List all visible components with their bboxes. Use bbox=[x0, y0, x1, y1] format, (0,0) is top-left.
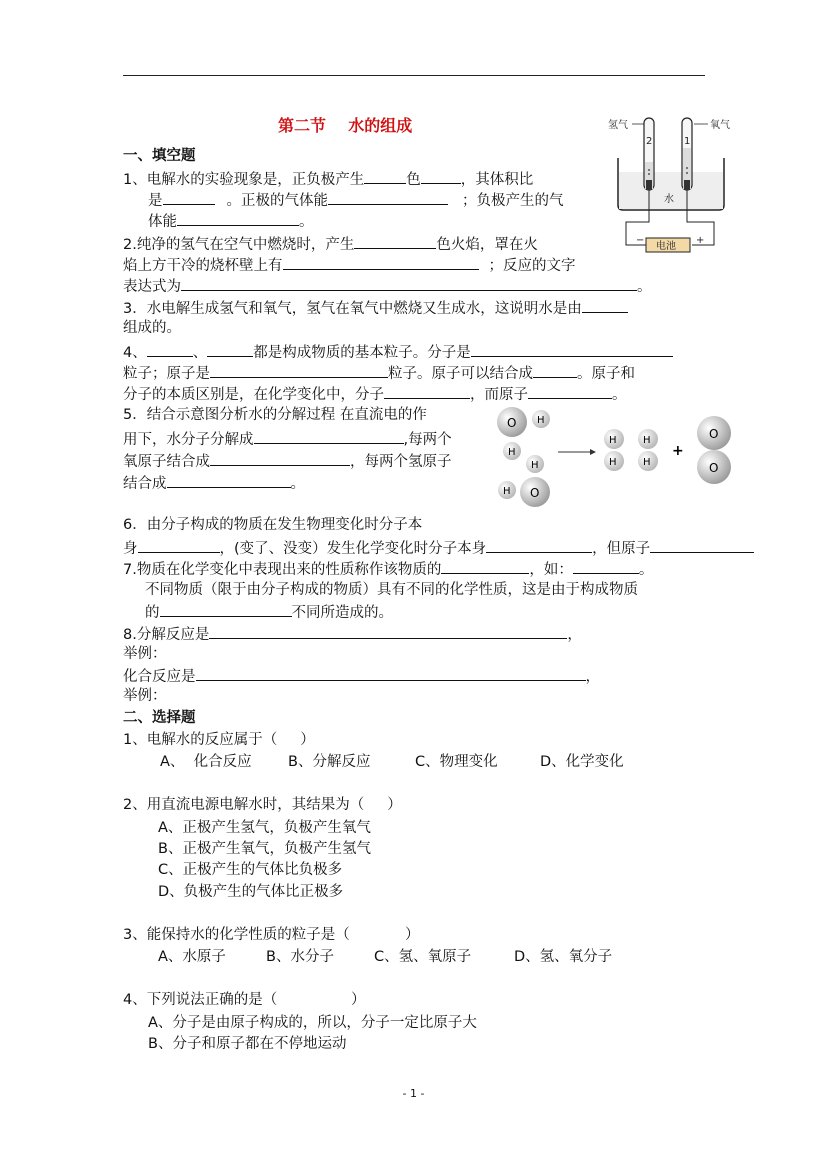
atom-label: H bbox=[609, 435, 617, 446]
q3-line2: 组成的。 bbox=[123, 320, 181, 336]
atom-label: O bbox=[709, 461, 719, 475]
mc1-option-c[interactable]: C、物理变化 bbox=[415, 754, 498, 770]
q1-text-h: 。 bbox=[299, 214, 314, 230]
q1-line1 bbox=[123, 168, 533, 190]
atom-label: H bbox=[508, 447, 516, 458]
tube-number-right: 1 bbox=[684, 136, 691, 147]
mc2-option-a[interactable]: A、正极产生氢气，负极产生氧气 bbox=[158, 820, 371, 836]
atom-label: O bbox=[530, 486, 540, 500]
q2-blank-2[interactable] bbox=[283, 254, 479, 270]
q4-text-i: 。 bbox=[612, 387, 627, 403]
q8-blank-1[interactable] bbox=[209, 623, 567, 639]
electrolysis-apparatus-figure bbox=[606, 110, 736, 258]
q2-blank-3[interactable] bbox=[181, 275, 637, 291]
mc2-option-b[interactable]: B、正极产生氧气，负极产生氢气 bbox=[158, 841, 371, 857]
q4-text-f: 。原子和 bbox=[577, 366, 635, 382]
atom-label: H bbox=[537, 415, 545, 426]
q8-text-a: 8.分解反应是 bbox=[123, 627, 210, 643]
q4-text-e: 粒子。原子可以结合成 bbox=[388, 366, 533, 382]
q5-line4 bbox=[123, 472, 305, 494]
atom-label: H bbox=[609, 457, 617, 468]
mc4-option-a[interactable]: A、分子是由原子构成的，所以，分子一定比原子大 bbox=[148, 1015, 477, 1031]
q2-text-f: 。 bbox=[637, 279, 652, 295]
water-label: 水 bbox=[664, 194, 674, 205]
q8-text-b: ， bbox=[567, 627, 582, 643]
mc1-option-a[interactable]: A、 化合反应 bbox=[160, 754, 252, 770]
header-rule bbox=[123, 75, 705, 76]
q7-text-c: 。 bbox=[638, 562, 654, 578]
q5-text-d: 氧原子结合成 bbox=[123, 454, 210, 470]
q7-line2: 不同物质（限于由分子构成的物质）具有不同的化学性质，这是由于构成物质 bbox=[145, 582, 638, 598]
q3-line1 bbox=[123, 297, 628, 319]
mc3-stem: 3、能保持水的化学性质的粒子是（ ） bbox=[123, 927, 420, 943]
q5-blank-2[interactable] bbox=[210, 450, 350, 466]
q4-blank-3[interactable] bbox=[471, 341, 673, 357]
q2-text-e: 表达式为 bbox=[123, 279, 181, 295]
q6-text-d: ，但原子 bbox=[592, 541, 651, 557]
plus-sign: + bbox=[672, 443, 684, 459]
battery-label: 电池 bbox=[656, 241, 676, 252]
q6-blank-3[interactable] bbox=[650, 537, 754, 553]
q1-text-g: 体能 bbox=[148, 214, 177, 230]
atom-label: H bbox=[643, 457, 651, 468]
q7-blank-1[interactable] bbox=[441, 558, 529, 574]
mc1-option-d[interactable]: D、化学变化 bbox=[540, 754, 624, 770]
battery-minus: − bbox=[636, 235, 645, 246]
atom-label: H bbox=[503, 486, 511, 497]
q7-text-e: 的 bbox=[145, 605, 160, 621]
water-decomposition-figure bbox=[490, 400, 740, 512]
mc3-option-b[interactable]: B、水分子 bbox=[266, 949, 334, 965]
mc2-option-c[interactable]: C、正极产生的气体比负极多 bbox=[158, 862, 343, 878]
q2-line3 bbox=[123, 275, 652, 297]
q1-blank-2[interactable] bbox=[421, 168, 461, 184]
q8-text-e: ， bbox=[585, 669, 600, 685]
q4-blank-6[interactable] bbox=[384, 383, 470, 399]
q4-blank-2[interactable] bbox=[207, 341, 253, 357]
atom-label: O bbox=[709, 427, 719, 441]
mc3-option-a[interactable]: A、水原子 bbox=[158, 949, 226, 965]
q4-blank-7[interactable] bbox=[528, 383, 612, 399]
mc1-option-b[interactable]: B、分解反应 bbox=[288, 754, 371, 770]
mc1-options bbox=[160, 752, 624, 772]
mc1-stem: 1、电解水的反应属于（ ） bbox=[123, 732, 315, 748]
mc3-option-d[interactable]: D、氢、氧分子 bbox=[514, 949, 613, 965]
q5-text-c: ,每两个 bbox=[403, 432, 452, 448]
atom-label: O bbox=[507, 416, 517, 430]
q2-blank-1[interactable] bbox=[354, 233, 436, 249]
q2-text-d: ；反应的文字 bbox=[488, 258, 576, 274]
tube-number-left: 2 bbox=[646, 136, 653, 147]
q1-blank-5[interactable] bbox=[177, 210, 299, 226]
q1-text-c: ，其体积比 bbox=[460, 172, 534, 188]
q4-text-a: 4、 bbox=[123, 345, 147, 361]
q5-text-f: 结合成 bbox=[123, 476, 167, 492]
q6-line1: 6．由分子构成的物质在发生物理变化时分子本 bbox=[123, 517, 423, 533]
q7-text-b: ，如： bbox=[529, 562, 573, 578]
mc2-option-d[interactable]: D、负极产生的气体比正极多 bbox=[158, 884, 344, 900]
q1-blank-1[interactable] bbox=[364, 168, 406, 184]
page-title: 第二节 水的组成 bbox=[278, 116, 413, 135]
q1-blank-4[interactable] bbox=[328, 189, 448, 205]
q1-line2 bbox=[148, 189, 564, 211]
q8-line1 bbox=[123, 623, 582, 645]
q6-blank-2[interactable] bbox=[486, 537, 592, 553]
q3-blank-1[interactable] bbox=[582, 297, 628, 313]
q7-line1 bbox=[123, 558, 653, 580]
q6-blank-1[interactable] bbox=[138, 537, 220, 553]
q4-blank-5[interactable] bbox=[533, 362, 577, 378]
q7-blank-3[interactable] bbox=[160, 601, 292, 617]
atom-label: H bbox=[531, 460, 539, 471]
q1-blank-3[interactable] bbox=[163, 189, 215, 205]
q4-blank-4[interactable] bbox=[210, 362, 388, 378]
q7-line3 bbox=[145, 601, 393, 623]
q6-text-b: 身 bbox=[123, 541, 138, 557]
mc3-options bbox=[158, 947, 612, 967]
q5-blank-3[interactable] bbox=[167, 472, 291, 488]
q6-line2 bbox=[123, 537, 754, 559]
q5-text-b: 用下，水分子分解成 bbox=[123, 432, 254, 448]
q8-blank-2[interactable] bbox=[196, 665, 586, 681]
q4-text-g: 分子的本质区别是，在化学变化中，分子 bbox=[123, 387, 384, 403]
q1-text-a: 1、电解水的实验现象是，正负极产生 bbox=[123, 172, 365, 188]
q5-text-g: 。 bbox=[290, 476, 305, 492]
q8-line2: 举例： bbox=[123, 646, 167, 662]
q5-line1: 5．结合示意图分析水的分解过程 在直流电的作 bbox=[123, 407, 427, 423]
q4-text-h: ，而原子 bbox=[470, 387, 528, 403]
q2-line2 bbox=[123, 254, 576, 276]
q4-line1 bbox=[123, 341, 673, 363]
q8-line3 bbox=[123, 665, 600, 687]
q4-line2 bbox=[123, 362, 635, 384]
q7-blank-2[interactable] bbox=[573, 558, 639, 574]
arrow-icon bbox=[590, 449, 596, 455]
q6-text-c: ，(变了、没变）发生化学变化时分子本身 bbox=[219, 541, 487, 557]
q2-line1 bbox=[123, 233, 538, 255]
mc4-option-b[interactable]: B、分子和原子都在不停地运动 bbox=[148, 1036, 347, 1052]
q5-line3 bbox=[123, 450, 452, 472]
page-number: - 1 - bbox=[402, 1087, 425, 1100]
mc4-stem: 4、下列说法正确的是（ ） bbox=[123, 992, 366, 1008]
battery-plus: + bbox=[696, 235, 705, 246]
mc3-option-c[interactable]: C、氢、氧原子 bbox=[374, 949, 472, 965]
q4-text-d: 粒子；原子是 bbox=[123, 366, 210, 382]
q7-text-f: 不同所造成的。 bbox=[291, 605, 393, 621]
q3-text-a: 3．水电解生成氢气和氧气，氢气在氧气中燃烧又生成水，这说明水是由 bbox=[123, 301, 582, 317]
atom-label: H bbox=[643, 435, 651, 446]
hydrogen-label: 氢气 bbox=[608, 120, 628, 131]
q2-text-c: 焰上方干冷的烧杯壁上有 bbox=[123, 258, 283, 274]
q2-text-a: 2.纯净的氢气在空气中燃烧时，产生 bbox=[123, 237, 355, 253]
q4-text-c: 都是构成物质的基本粒子。分子是 bbox=[253, 345, 471, 361]
mc2-stem: 2、用直流电源电解水时，其结果为（ ） bbox=[123, 797, 402, 813]
oxygen-label: 氧气 bbox=[710, 120, 730, 131]
q5-blank-1[interactable] bbox=[254, 428, 404, 444]
q1-text-e: 。正极的气体能 bbox=[226, 193, 328, 209]
section-heading-choice: 二、选择题 bbox=[123, 710, 196, 726]
q1-text-b: 色 bbox=[406, 172, 421, 188]
q7-text-a: 7.物质在化学变化中表现出来的性质称作该物质的 bbox=[123, 562, 442, 578]
section-heading-fill: 一、填空题 bbox=[123, 148, 196, 164]
q8-text-d: 化合反应是 bbox=[123, 669, 196, 685]
q4-text-b: 、 bbox=[192, 345, 208, 361]
q8-line4: 举例： bbox=[123, 688, 167, 704]
q4-blank-1[interactable] bbox=[147, 341, 193, 357]
q1-text-d: 是 bbox=[148, 193, 163, 209]
q2-text-b: 色火焰，罩在火 bbox=[436, 237, 538, 253]
q1-line3 bbox=[148, 210, 314, 232]
q1-text-f: ；负极产生的气 bbox=[462, 193, 564, 209]
q5-line2 bbox=[123, 428, 452, 450]
q5-text-e: ，每两个氢原子 bbox=[350, 454, 452, 470]
